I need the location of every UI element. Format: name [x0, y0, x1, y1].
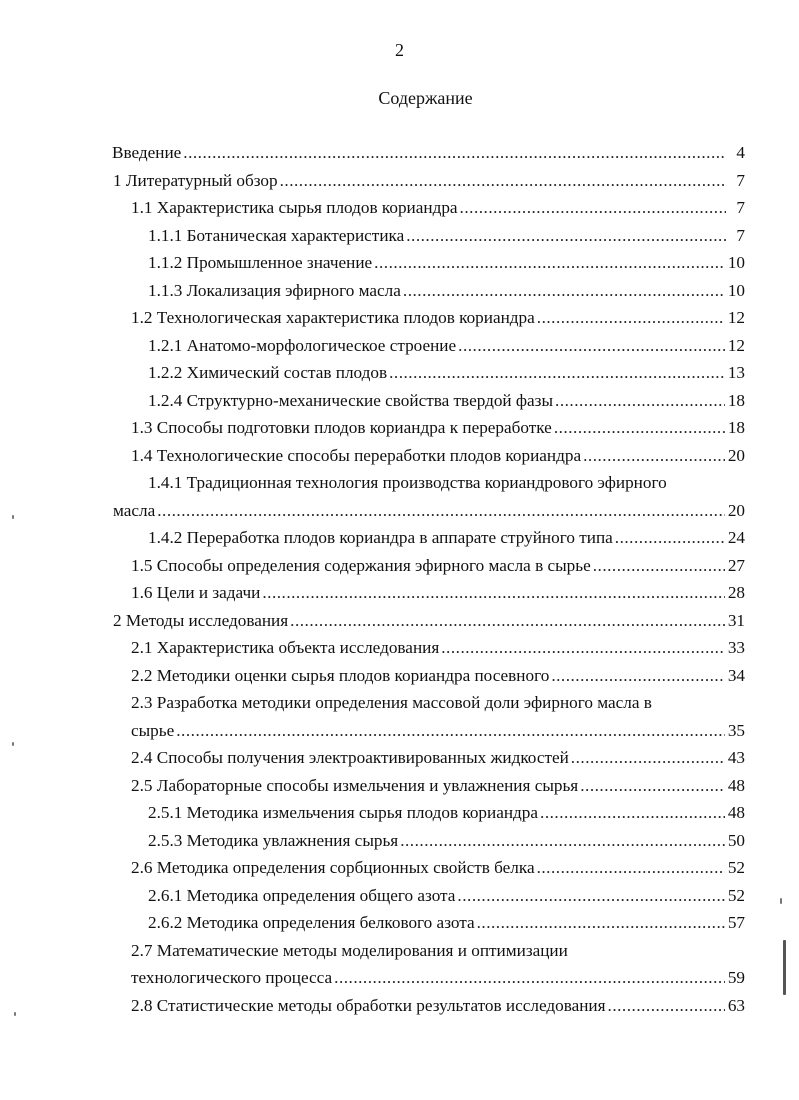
- toc-leader-dots: [571, 745, 725, 771]
- toc-entry-label: 1.1.3 Локализация эфирного масла: [148, 280, 401, 300]
- toc-leader-dots: [334, 965, 725, 991]
- toc-entry-label: 2.6 Методика определения сорбционных свойств белка: [131, 858, 535, 877]
- toc-entry-page: 48: [727, 803, 745, 822]
- toc-entry-page: 10: [727, 253, 745, 272]
- toc-leader-dots: [441, 635, 725, 661]
- toc-leader-dots: [593, 553, 725, 579]
- toc-entry-label: 2.7 Математические методы моделирования и оптимизации: [131, 940, 568, 960]
- toc-entry-label: 2.5.3 Методика увлажнения сырья: [148, 830, 399, 850]
- page-number: 2: [395, 40, 404, 60]
- toc-entry-page: 28: [727, 583, 745, 602]
- toc-entry-page: 20: [727, 445, 745, 465]
- toc-leader-dots: [400, 828, 725, 854]
- toc-entry-label: технологического процесса: [131, 968, 333, 987]
- toc-entry-page: 12: [727, 335, 745, 355]
- toc-leader-dots: [157, 498, 725, 524]
- toc-leader-dots: [403, 278, 725, 304]
- toc-entry-page: 63: [727, 995, 745, 1015]
- toc-entry-label: 2.6.1 Методика определения общего азота: [148, 885, 456, 905]
- toc-entry-label: 1.6 Цели и задачи: [131, 583, 261, 602]
- toc-entry-page: 20: [727, 500, 745, 520]
- toc-entry-page: 27: [727, 555, 745, 575]
- toc-leader-dots: [280, 168, 726, 194]
- toc-entry-label: 2.4 Способы получения электроактивированных жидкостей: [131, 748, 569, 767]
- toc-entry-page: 33: [727, 638, 745, 657]
- toc-entry-page: 43: [727, 748, 745, 767]
- toc-entry-page: 7: [736, 198, 745, 217]
- toc-leader-dots: [551, 663, 725, 689]
- scan-speck: [12, 742, 14, 746]
- toc-entry-page: 31: [727, 610, 745, 630]
- scan-speck: [780, 898, 782, 904]
- scan-speck: [14, 1012, 16, 1016]
- toc-entry-page: 52: [727, 885, 745, 905]
- toc-entry-label: 1.1.2 Промышленное значение: [148, 253, 373, 272]
- toc-entry-page: 24: [727, 528, 745, 547]
- toc-leader-dots: [176, 718, 725, 744]
- toc-entry: [131, 938, 568, 964]
- toc-entry-page: 10: [727, 280, 745, 300]
- toc-entry-page: 7: [736, 170, 745, 190]
- toc-leader-dots: [457, 883, 724, 909]
- toc-entry-label: 1 Литературный обзор: [113, 170, 278, 190]
- toc-leader-dots: [554, 415, 725, 441]
- toc-leader-dots: [555, 388, 725, 414]
- scan-speck: [12, 515, 14, 519]
- toc-leader-dots: [580, 773, 725, 799]
- toc-entry-page: 52: [727, 858, 745, 877]
- toc-entry: [148, 470, 667, 496]
- toc-entry-page: 57: [727, 913, 745, 932]
- toc-title: Содержание: [378, 88, 473, 108]
- toc-entry: [131, 690, 652, 716]
- toc-entry-label: 2.2 Методики оценки сырья плодов кориандра посевного: [131, 665, 550, 685]
- toc-leader-dots: [537, 305, 725, 331]
- toc-entry-label: Введение: [112, 143, 182, 162]
- toc-entry-label: масла: [113, 500, 156, 520]
- toc-entry-label: 1.4.2 Переработка плодов кориандра в аппарате струйного типа: [148, 528, 613, 547]
- scan-speck: [783, 940, 786, 995]
- toc-entry-page: 12: [727, 308, 745, 327]
- toc-leader-dots: [262, 580, 724, 606]
- toc-entry-page: 4: [736, 143, 745, 162]
- toc-entry-page: 34: [727, 665, 745, 685]
- toc-entry-label: 1.1.1 Ботаническая характеристика: [148, 225, 405, 245]
- toc-entry-label: 1.2.1 Анатомо-морфологическое строение: [148, 335, 457, 355]
- toc-entry-label: 2.6.2 Методика определения белкового азота: [148, 913, 475, 932]
- toc-leader-dots: [389, 360, 725, 386]
- toc-leader-dots: [374, 250, 725, 276]
- toc-entry-page: 18: [727, 418, 745, 437]
- toc-leader-dots: [608, 993, 725, 1019]
- toc-leader-dots: [540, 800, 725, 826]
- toc-leader-dots: [406, 223, 726, 249]
- toc-entry-label: 2.8 Статистические методы обработки результатов исследования: [131, 995, 606, 1015]
- toc-entry-page: 7: [736, 225, 745, 245]
- toc-entry-label: 2.3 Разработка методики определения массовой доли эфирного масла в: [131, 693, 652, 712]
- toc-entry-page: 18: [727, 390, 745, 410]
- toc-entry-label: 1.1 Характеристика сырья плодов кориандра: [131, 198, 458, 217]
- toc-leader-dots: [183, 140, 726, 166]
- toc-entry-label: 1.2 Технологическая характеристика плодов кориандра: [131, 308, 535, 327]
- toc-entry-label: 2.5 Лабораторные способы измельчения и увлажнения сырья: [131, 775, 579, 795]
- toc-entry-label: 1.5 Способы определения содержания эфирного масла в сырье: [131, 555, 591, 575]
- toc-entry-label: 1.2.2 Химический состав плодов: [148, 363, 388, 382]
- toc-entry-label: 1.4.1 Традиционная технология производства кориандрового эфирного: [148, 473, 667, 492]
- toc-entry-page: 35: [727, 720, 745, 740]
- toc-entry-label: 1.4 Технологические способы переработки плодов кориандра: [131, 445, 582, 465]
- toc-entry-page: 13: [727, 363, 745, 382]
- toc-entry-page: 48: [727, 775, 745, 795]
- toc-entry-label: сырье: [131, 720, 175, 740]
- toc-entry-page: 59: [727, 968, 745, 987]
- toc-leader-dots: [583, 443, 725, 469]
- toc-entry-label: 2.5.1 Методика измельчения сырья плодов кориандра: [148, 803, 539, 822]
- toc-leader-dots: [537, 855, 725, 881]
- toc-leader-dots: [458, 333, 725, 359]
- toc-leader-dots: [290, 608, 725, 634]
- toc-entry-label: 2.1 Характеристика объекта исследования: [131, 638, 440, 657]
- toc-entry-page: 50: [727, 830, 745, 850]
- toc-entry-label: 1.3 Способы подготовки плодов кориандра к переработке: [131, 418, 552, 437]
- toc-entry-label: 1.2.4 Структурно-механические свойства твердой фазы: [148, 390, 554, 410]
- toc-entry-label: 2 Методы исследования: [113, 610, 289, 630]
- toc-leader-dots: [477, 910, 725, 936]
- toc-leader-dots: [615, 525, 725, 551]
- toc-leader-dots: [460, 195, 726, 221]
